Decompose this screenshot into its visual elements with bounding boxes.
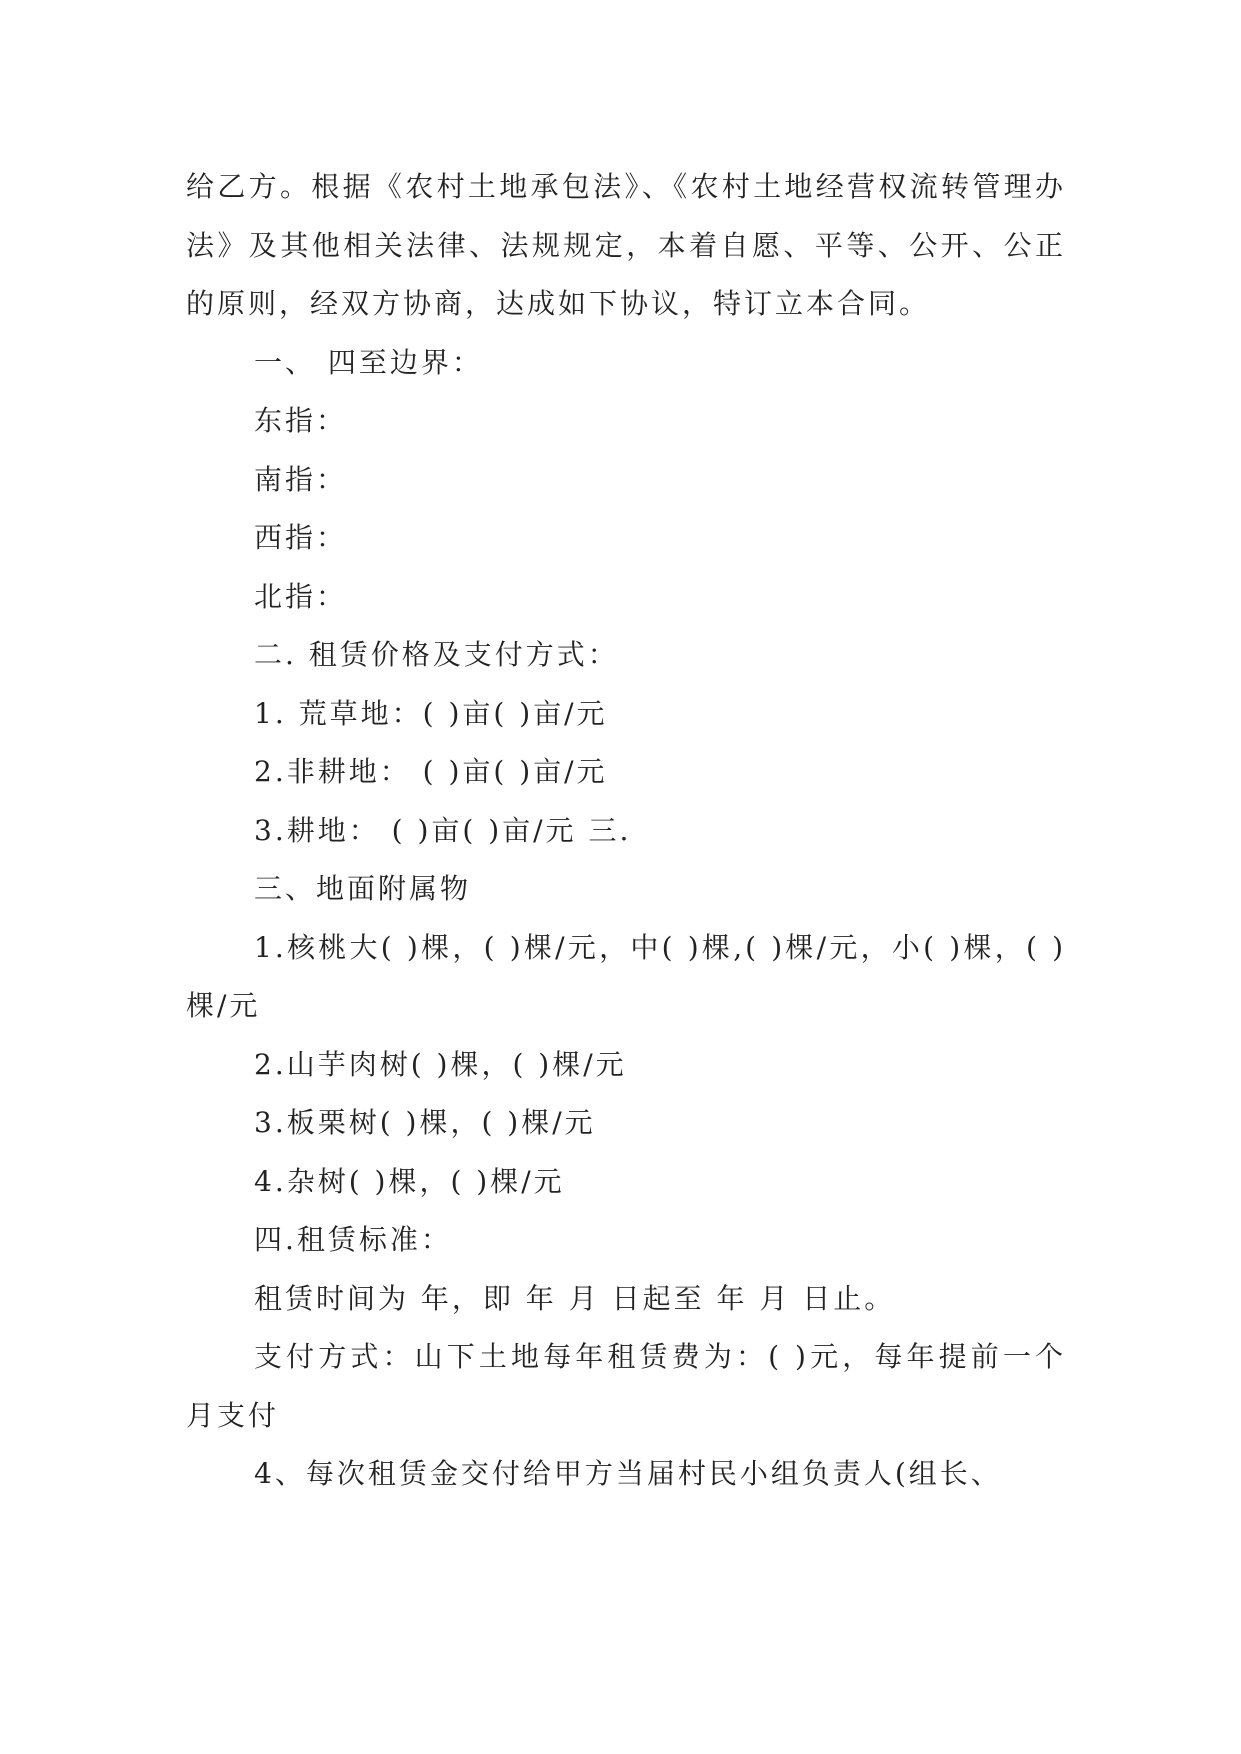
section-heading-lease-standard: 四.租赁标准： bbox=[254, 1223, 452, 1256]
lease-term: 租赁时间为 年，即 年 月 日起至 年 月 日止。 bbox=[254, 1281, 896, 1315]
boundary-north: 北指： bbox=[254, 579, 348, 613]
boundary-west: 西指： bbox=[254, 521, 348, 554]
price-item-wasteland: 1. 荒草地：( )亩( )亩/元 bbox=[254, 696, 608, 730]
attachment-item-walnut: 1.核桃大( )棵，( )棵/元，中( )棵,( )棵/元，小( )棵，( )棵/元 bbox=[186, 930, 1066, 1022]
payment-method: 支付方式：山下土地每年租赁费为：( )元，每年提前一个月支付 bbox=[186, 1340, 1066, 1432]
attachment-item-misc-trees: 4.杂树( )棵，( )棵/元 bbox=[254, 1164, 565, 1198]
section-heading-attachments: 三、地面附属物 bbox=[254, 872, 472, 905]
document-body bbox=[186, 158, 1066, 1504]
contract-paragraph-intro: 给乙方。根据《农村土地承包法》、《农村土地经营权流转管理办法》及其他相关法律、法规规定，本着自愿、平等、公开、公正的原则，经双方协商，达成如下协议，特订立本合同。 bbox=[186, 170, 1066, 320]
attachment-item-chestnut: 3.板栗树( )棵，( )棵/元 bbox=[254, 1106, 596, 1139]
payment-recipient: 4、每次租赁金交付给甲方当届村民小组负责人(组长、 bbox=[254, 1457, 1002, 1490]
price-item-arable: 3.耕地： ( )亩( )亩/元 三. bbox=[254, 813, 632, 847]
price-item-non-arable: 2.非耕地： ( )亩( )亩/元 bbox=[254, 755, 608, 788]
boundary-south: 南指： bbox=[254, 462, 348, 496]
section-heading-boundaries: 一、 四至边界： bbox=[254, 345, 483, 379]
boundary-east: 东指： bbox=[254, 404, 348, 437]
attachment-item-dogwood: 2.山芋肉树( )棵，( )棵/元 bbox=[254, 1047, 627, 1081]
section-heading-price-payment: 二. 租赁价格及支付方式： bbox=[254, 638, 619, 671]
